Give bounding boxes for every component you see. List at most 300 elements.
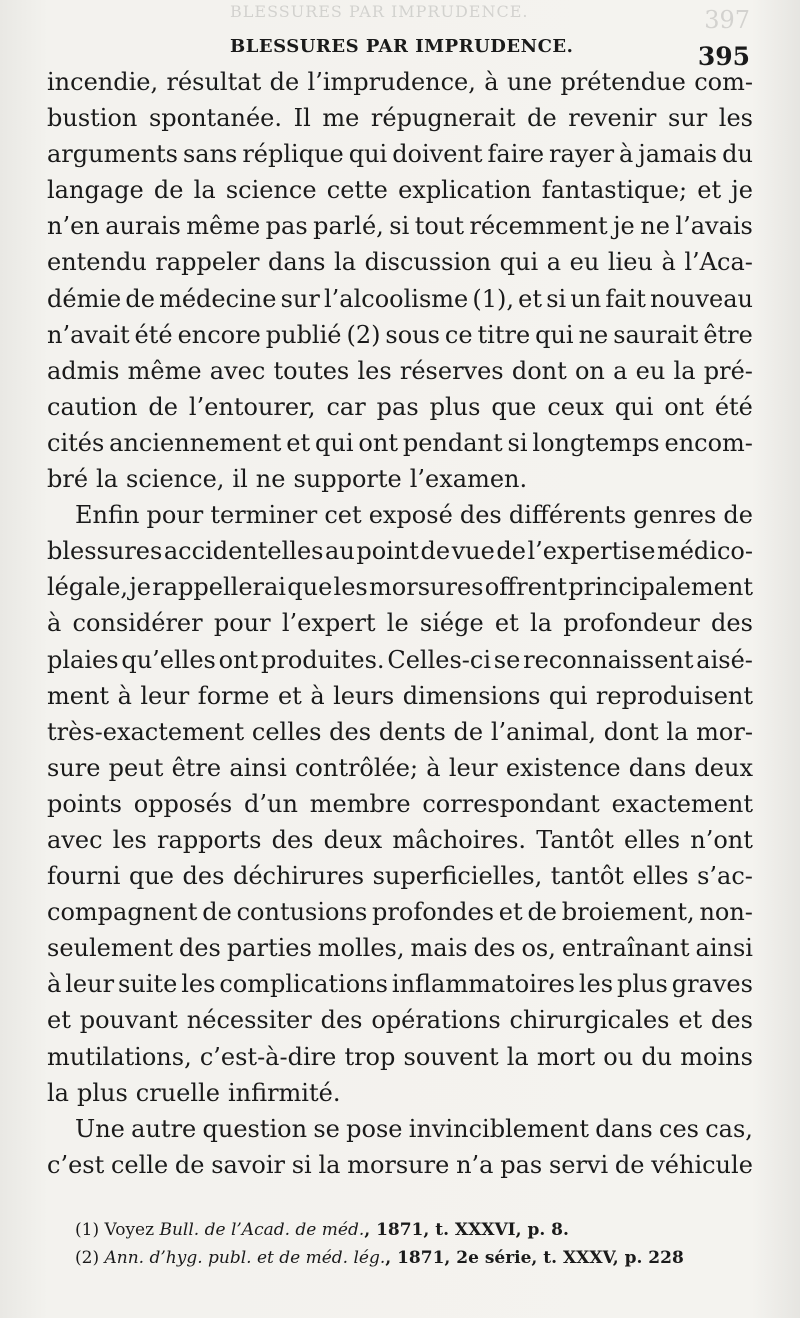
word: leur [448,753,498,782]
word: autre [131,1114,197,1143]
word: si [546,284,567,313]
text-line [47,497,753,533]
word: opposés [133,789,233,818]
word: existence [505,753,621,782]
word: des [271,825,314,854]
word: eu [635,356,666,385]
word: ceux [547,392,604,421]
text-line [47,389,753,425]
word: rappellerai [152,573,286,602]
word: sur [667,104,708,133]
word: offrent [484,573,568,602]
word: siége [419,609,484,638]
text-line [47,317,753,353]
word: caution [47,392,138,421]
word: titre [477,320,531,349]
word: des [182,862,225,891]
word: doivent [392,140,483,169]
word: science [225,176,317,205]
word: opérations [371,1006,501,1035]
word: des [178,934,221,963]
word: je [731,176,753,205]
word: bré [47,465,89,494]
word: une [506,68,553,96]
word: de [527,104,557,133]
word: cet [324,501,362,530]
word: la [96,465,119,494]
word: entraînant [561,934,690,963]
word: se [493,645,521,674]
word: il [232,465,248,494]
word: même [186,212,261,241]
word: encore [177,320,261,349]
word: pendant [402,428,503,457]
word: dans [268,248,326,277]
word: chirurgicales [509,1006,670,1035]
word: tantôt [550,862,624,891]
word: la [506,1042,529,1071]
text-line [47,858,753,894]
word: elles [624,825,681,854]
word: trop [344,1042,396,1071]
word: spontanée. [148,104,282,133]
word: de [614,1150,645,1179]
word: l’alcoolisme [323,284,469,313]
word: discussion [364,248,492,277]
word: entendu [47,248,147,277]
word: ont [218,645,259,674]
word: à [619,140,634,169]
word: très-exactement [47,717,245,746]
word: résultat [166,68,262,96]
word: la [318,1150,341,1179]
footnote [75,1244,755,1272]
word: pas [265,212,308,241]
text-line [47,894,753,930]
word: les [718,104,753,133]
footnote-details: , 1871, t. XXXVI, p. 8. [364,1220,569,1240]
word: que [287,573,333,602]
word: car [326,392,366,421]
text-line [47,172,753,208]
word: supporte [293,465,402,494]
word: de [269,68,300,96]
word: ces [659,1114,699,1143]
word: invinciblement [408,1114,590,1143]
word: morsures [369,573,484,602]
word: de [527,898,558,927]
word: incendie, [47,68,159,96]
word: d’un [244,789,298,818]
word: de [148,392,178,421]
word: des [320,1006,363,1035]
word: de [153,176,184,205]
word: plus [616,970,668,999]
word: complications [219,970,388,999]
word: cités [47,428,105,457]
word: l’expertise [527,537,656,566]
text-line [47,1075,753,1111]
word: légale, [47,573,129,602]
word: mais [410,934,468,963]
word: Tantôt [536,825,614,854]
text-line [47,64,753,100]
word: fait [605,284,646,313]
word: a [546,248,562,277]
word: ainsi [229,753,287,782]
word: souvent [403,1042,499,1071]
word: cas, [705,1114,753,1143]
word: qu’elles [121,645,216,674]
word: de [125,284,155,313]
word: des [711,1006,753,1035]
word: anciennement [109,428,282,457]
word: même [127,356,202,385]
word: jamais [638,140,718,169]
word: qui [535,320,574,349]
word: à [117,681,132,710]
footnote-marker: (1) [75,1220,100,1240]
word: et [498,898,523,927]
text-line [47,533,753,569]
word: molles, [317,934,405,963]
word: rappeler [155,248,260,277]
word: à [310,681,325,710]
word: eu [569,248,600,277]
word: leurs [333,681,395,710]
word: plaies [47,645,119,674]
word: à [661,248,676,277]
word: un [570,284,602,313]
word: exactement [611,789,753,818]
text-line [47,244,753,280]
word: être [703,320,753,349]
word: pré- [703,356,753,385]
text-line [47,1147,753,1183]
word: n’ont [690,825,753,854]
word: l’examen. [409,465,528,494]
word: faire [487,140,545,169]
word: vue [451,537,495,566]
word: publié [265,320,342,349]
text-line [47,461,753,497]
word: la [334,248,357,277]
word: reconnaissent [523,645,694,674]
word: je [613,212,635,241]
word: servi [548,1150,609,1179]
word: et [494,609,519,638]
word: si [389,212,410,241]
word: dont [603,717,659,746]
word: et [518,284,543,313]
word: des [329,717,372,746]
word: l’avais [675,212,753,241]
word: bustion [47,104,138,133]
word: ce [444,320,473,349]
word: les [357,356,392,385]
word: fourni [47,862,121,891]
word: profondes [372,898,495,927]
word: ont [358,428,398,457]
word: encom- [664,428,753,457]
word: réplique [242,140,344,169]
word: les [181,970,216,999]
word: (2) [346,320,381,349]
word: de [174,1150,205,1179]
word: répugnerait [370,104,516,133]
word: et [286,428,311,457]
word: pas [376,392,419,421]
word: au [325,537,355,566]
word: langage [47,176,144,205]
word: des [473,934,516,963]
word: savoir [211,1150,285,1179]
word: dans [595,1114,653,1143]
word: n’a [456,1150,494,1179]
word: superficielles, [372,862,543,891]
word: été [134,320,173,349]
word: et [697,176,722,205]
word: ou [603,1042,634,1071]
word: elles [632,862,689,891]
word: qui [499,248,539,277]
word: de [453,717,484,746]
text-line [47,1002,753,1038]
text-line [47,281,753,317]
text-line [47,1111,753,1147]
word: si [507,428,528,457]
word: du [722,140,753,169]
word: été [714,392,753,421]
word: récemment [469,212,608,241]
word: Il [293,104,311,133]
word: l’Aca- [684,248,753,277]
word: deux [323,825,383,854]
page-number: 395 [697,42,750,71]
text-line [47,1039,753,1075]
word: sur [280,284,320,313]
word: qui [614,392,654,421]
word: pose [346,1114,403,1143]
word: cette [326,176,388,205]
word: c’est [47,1150,105,1179]
word: les [578,970,614,999]
word: Une [75,1114,125,1143]
text-line [47,136,753,172]
word: nécessiter [186,1006,312,1035]
text-line [47,714,753,750]
word: les [112,825,147,854]
word: véhicule [651,1150,753,1179]
word: Enfin [75,501,140,530]
word: dans [628,753,687,782]
word: moins [680,1042,753,1071]
word: suite [117,970,178,999]
word: principalement [568,573,753,602]
word: mutilations, [47,1042,192,1071]
word: compagnent [47,898,198,927]
word: ne [640,212,670,241]
word: rapports [157,825,262,854]
word: à [426,753,441,782]
word: dont [511,356,567,385]
word: os, [521,934,556,963]
word: arguments [47,140,178,169]
word: mor- [696,717,753,746]
word: de [723,501,753,530]
footnote-source-title: Bull. de l’Acad. de méd. [159,1220,365,1240]
text-line [47,786,753,822]
word: l’expert [281,609,376,638]
word: qui [315,428,354,457]
word: l’entourer, [188,392,316,421]
word: correspondant [422,789,600,818]
word: graves [671,970,753,999]
word: infirmité. [227,1078,341,1107]
body-text [47,64,753,1183]
word: qui [548,681,588,710]
footnotes [75,1216,755,1272]
word: la [673,356,696,385]
word: de [420,537,451,566]
word: produites. [260,645,385,674]
word: terminer [210,501,318,530]
footnote-details: , 1871, 2e série, t. XXXV, p. 228 [385,1248,684,1268]
word: de [202,898,232,927]
word: pour [146,501,204,530]
word: parlé, [313,212,384,241]
word: rayer [549,140,615,169]
word: démie [47,284,122,313]
word: de [496,537,526,566]
word: la [47,1078,69,1107]
word: du [641,1042,673,1071]
word: non- [699,898,753,927]
word: qui [348,140,388,169]
word: exposé [368,501,453,530]
word: cruelle [135,1078,220,1107]
word: morsure [347,1150,450,1179]
text-line [47,930,753,966]
running-head: BLESSURES PAR IMPRUDENCE. [230,36,574,57]
word: question [202,1114,308,1143]
word: médecine [159,284,277,313]
bleed-through-title: BLESSURES PAR IMPRUDENCE. [230,2,529,21]
bleed-through-number: 397 [704,6,750,34]
word: avec [47,825,103,854]
word: et [678,1006,703,1035]
word: a [613,356,628,385]
text-line [47,353,753,389]
word: dimensions [402,681,541,710]
word: leur [65,970,115,999]
word: tout [414,212,464,241]
word: nouveau [650,284,753,313]
word: point [356,537,419,566]
word: peut [108,753,164,782]
word: accidentelles [163,537,324,566]
word: points [47,789,122,818]
word: explication [398,176,532,205]
text-line [47,678,753,714]
footnote-lead: Voyez [104,1220,155,1240]
word: des [711,609,753,638]
word: deux [694,753,753,782]
word: mort [536,1042,596,1071]
word: membre [309,789,411,818]
word: inflammatoires [391,970,575,999]
word: sous [385,320,440,349]
word: plus [429,392,481,421]
word: c’est-à-dire [199,1042,337,1071]
word: genres [633,501,717,530]
word: la [666,717,689,746]
word: ont [664,392,704,421]
word: (1), [472,284,515,313]
word: dents [378,717,446,746]
word: aisé- [696,645,753,674]
text-line [47,569,753,605]
word: pour [213,609,271,638]
footnote [75,1216,755,1244]
word: des [459,501,502,530]
word: longtemps [532,428,660,457]
word: pas [500,1150,543,1179]
word: n’avait [47,320,130,349]
word: l’animal, [490,717,596,746]
word: le [386,609,409,638]
text-line [47,605,753,641]
word: déchirures [232,862,365,891]
word: profondeur [563,609,700,638]
word: com- [694,68,753,96]
word: broiement, [561,898,695,927]
word: ainsi [695,934,753,963]
word: revenir [568,104,657,133]
word: plus [76,1078,128,1107]
word: si [291,1150,312,1179]
word: considérer [72,609,203,638]
text-line [47,425,753,461]
text-line [47,100,753,136]
word: fantastique; [541,176,688,205]
word: et [277,681,302,710]
word: toutes [273,356,350,385]
word: Celles-ci [387,645,492,674]
text-line [47,750,753,786]
word: on [574,356,605,385]
word: différents [508,501,627,530]
text-line [47,642,753,678]
word: et [47,1006,71,1035]
word: ne [255,465,286,494]
word: sure [47,753,101,782]
word: forme [197,681,270,710]
word: celles [251,717,322,746]
text-line [47,208,753,244]
word: contusions [236,898,368,927]
word: réserves [399,356,504,385]
word: que [491,392,537,421]
word: se [313,1114,340,1143]
word: parties [226,934,312,963]
word: à [484,68,499,96]
word: seulement [47,934,173,963]
text-line [47,966,753,1002]
word: admis [47,356,120,385]
word: leur [140,681,190,710]
word: celle [110,1150,169,1179]
